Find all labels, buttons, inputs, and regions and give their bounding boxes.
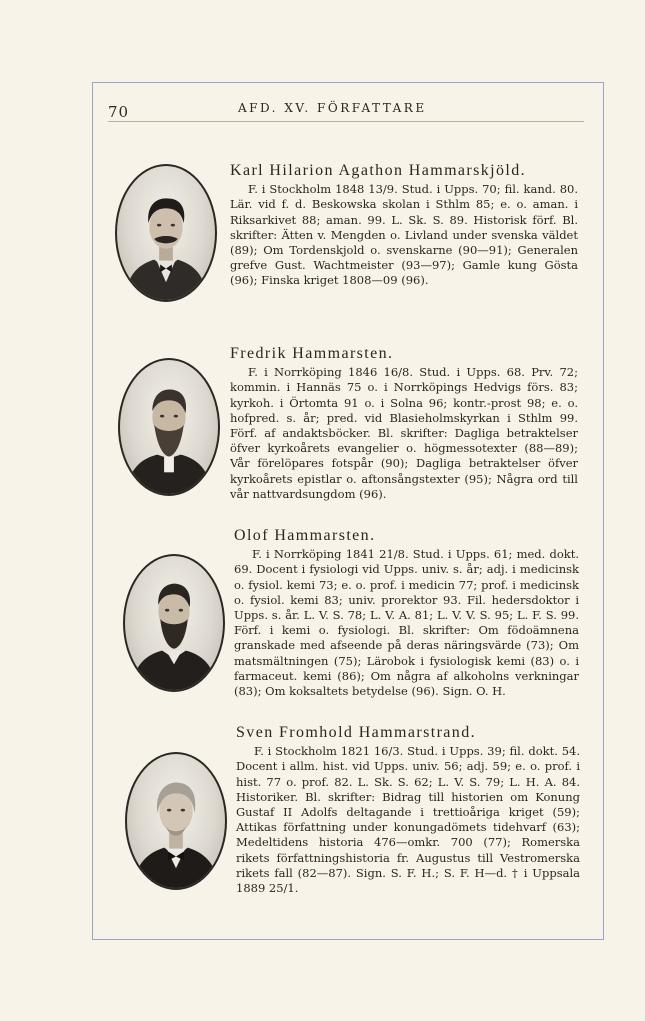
author-bio: F. i Norrköping 1846 16/8. Stud. i Upps. 68. Prv. 72; kommin. i Hannäs 75 o. i Norrköpings Hedvigs förs. 83; kyrkoh. i Örtomta 91 o. i Solna 96; kontr.-prost 98; e. o. hofpred. s. år; pred. vid Blasieholmskyrkan i Sthlm 99. Förf. af andaktsböcker. Bl. skrifter: Dagliga betraktelser öfver kyrkoårets evangelier o. högmessotexter (88—89); Vår förelöpares fotspår (90); Dagliga betraktelser öfver kyrkoårets epistlar o. aftonsångstexter (95); Några ord till vår nattvardsungdom (96). [230,365,578,501]
author-bio: F. i Norrköping 1841 21/8. Stud. i Upps. 61; med. dokt. 69. Docent i fysiologi vid Upps. univ. s. år; adj. i medicinsk o. fysiol. kemi 73; e. o. prof. i medicin 77; prof. i medicinsk o. fysiol. kemi 83; univ. prorektor 93. Fil. hedersdoktor i Upps. s. år. L. V. S. 78; L. V. A. 81; L. V. V. S. 95; L. F. S. 99. Förf. i kemi o. fysiologi. Bl. skrifter: Om födoämnena granskade med afseende på deras näringsvärde (73); Om matsmältningen (75); Lärobok i fysiologisk kemi (83) o. i farmaceut. kemi (86); Om några af alkoholns verkningar (83); Om koksaltets betydelse (96). Sign. O. H. [234,547,579,699]
running-head: AFD. XV. FÖRFATTARE [238,101,427,115]
author-bio: F. i Stockholm 1821 16/3. Stud. i Upps. 39; fil. dokt. 54. Docent i allm. hist. vid Upps. univ. 56; adj. 59; e. o. prof. i hist. 77 o. prof. 82. L. Sk. S. 62; L. V. S. 79; L. H. A. 84. Historiker. Bl. skrifter: Bidrag till historien om Konung Gustaf II Adolfs deltagande i trettioåriga kriget (59); Attikas författning under konungadömets tidehvarf (63); Medeltidens historia 476—omkr. 700 (77); Romerska rikets författningshistoria fr. Augustus till Vestromerska rikets fall (82—87). Sign. S. F. H.; S. F. H—d. † i Uppsala 1889 25/1. [236,744,580,896]
page-number: 70 [108,103,130,121]
portrait-photo [118,358,220,496]
portrait-photo [125,752,227,890]
author-name: Fredrik Hammarsten. [230,345,394,362]
portrait-photo [115,164,217,302]
author-entry [230,163,578,289]
header-rule [108,121,584,122]
author-name: Olof Hammarsten. [234,527,376,544]
portrait-photo [123,554,225,692]
author-entry [230,346,578,502]
author-name: Sven Fromhold Hammarstrand. [236,724,476,741]
author-entry [234,528,579,699]
author-name: Karl Hilarion Agathon Hammarskjöld. [230,162,527,179]
author-entry [236,725,580,896]
author-bio: F. i Stockholm 1848 13/9. Stud. i Upps. 70; fil. kand. 80. Lär. vid f. d. Beskowska skolan i Sthlm 85; e. o. aman. i Riksarkivet 88; aman. 99. L. Sk. S. 89. Historisk förf. Bl. skrifter: Ätten v. Mengden o. Livland under svenska väldet (89); Om Tordenskjold o. svenskarne (90—91); Generalen grefve Gust. Wachtmeister (93—97); Gamle kung Gösta (96); Finska kriget 1808—09 (96). [230,182,578,288]
